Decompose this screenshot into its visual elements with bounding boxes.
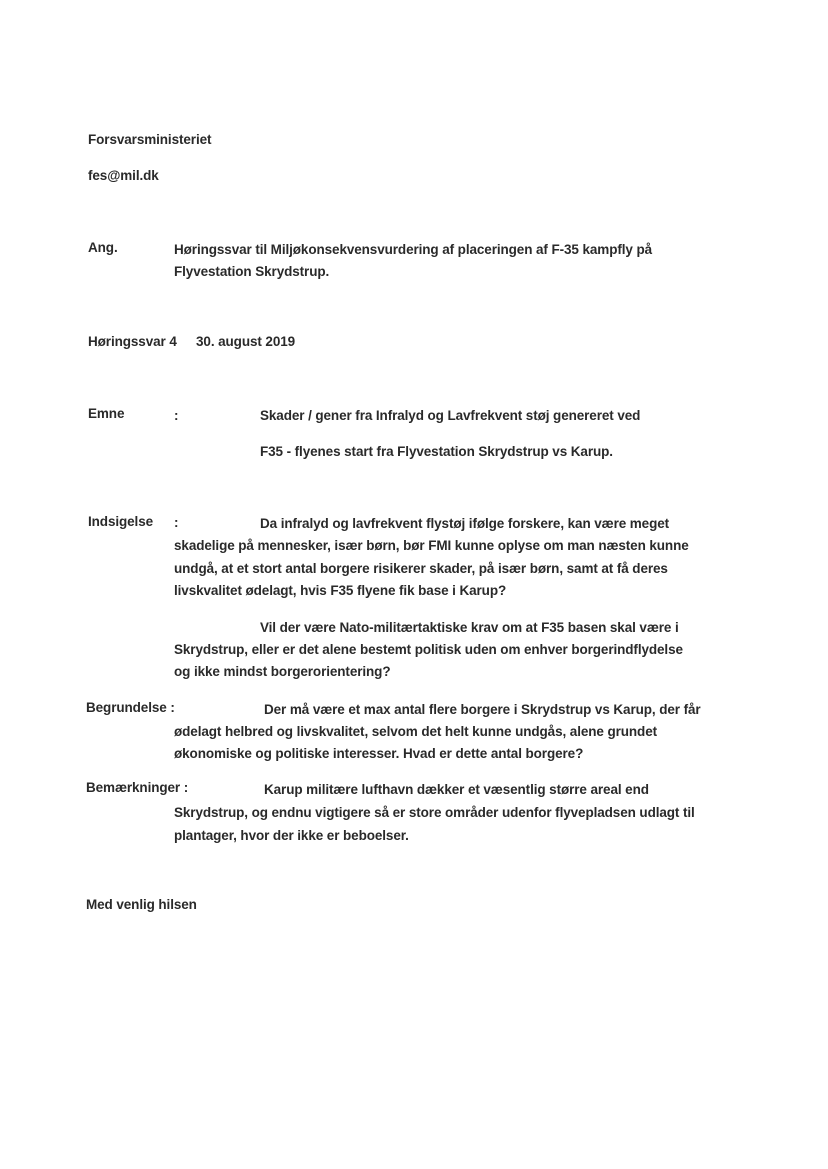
reference-date: 30. august 2019 [196,334,296,349]
objection-paragraph-line: livskvalitet ødelagt, hvis F35 flyene fik base i Karup? [174,583,507,598]
closing-greeting: Med venlig hilsen [86,897,197,912]
objection-paragraph-line: og ikke mindst borgerorientering? [174,664,391,679]
subject-line: Høringssvar til Miljøkonsekvensvurdering af placeringen af F-35 kampfly på [174,242,652,257]
justification-line: ødelagt helbred og livskvalitet, selvom det helt kunne undgås, alene grundet [174,724,658,739]
objection-label: Indsigelse [88,514,154,529]
objection-paragraph-line: Da infralyd og lavfrekvent flystøj ifølge forskere, kan være meget [260,516,670,531]
subject-line: Flyvestation Skrydstrup. [174,264,330,279]
reference-label: Høringssvar 4 [88,334,177,349]
justification-line: Der må være et max antal flere borgere i Skrydstrup vs Karup, der får [264,702,701,717]
recipient-name: Forsvarsministeriet [88,132,212,147]
objection-colon: : [174,515,179,530]
topic-line: F35 - flyenes start fra Flyvestation Skrydstrup vs Karup. [260,444,613,459]
topic-line: Skader / gener fra Infralyd og Lavfrekvent støj genereret ved [260,408,641,423]
justification-label: Begrundelse : [86,700,175,715]
objection-paragraph-line: skadelige på mennesker, især børn, bør FMI kunne oplyse om man næsten kunne [174,538,689,553]
remarks-label: Bemærkninger : [86,780,189,795]
subject-label: Ang. [88,240,118,255]
remarks-line: Karup militære lufthavn dækker et væsentlig større areal end [264,782,649,797]
objection-paragraph-line: Skrydstrup, eller er det alene bestemt politisk uden om enhver borgerindflydelse [174,642,683,657]
objection-paragraph-line: undgå, at et stort antal borgere risikerer skader, på især børn, samt at få deres [174,561,668,576]
topic-colon: : [174,408,179,423]
objection-paragraph-line: Vil der være Nato-militærtaktiske krav om at F35 basen skal være i [260,620,679,635]
justification-line: økonomiske og politiske interesser. Hvad er dette antal borgere? [174,746,584,761]
recipient-email: fes@mil.dk [88,168,159,183]
topic-label: Emne [88,406,125,421]
remarks-line: Skrydstrup, og endnu vigtigere så er store områder udenfor flyvepladsen udlagt til [174,805,695,820]
remarks-line: plantager, hvor der ikke er beboelser. [174,828,409,843]
